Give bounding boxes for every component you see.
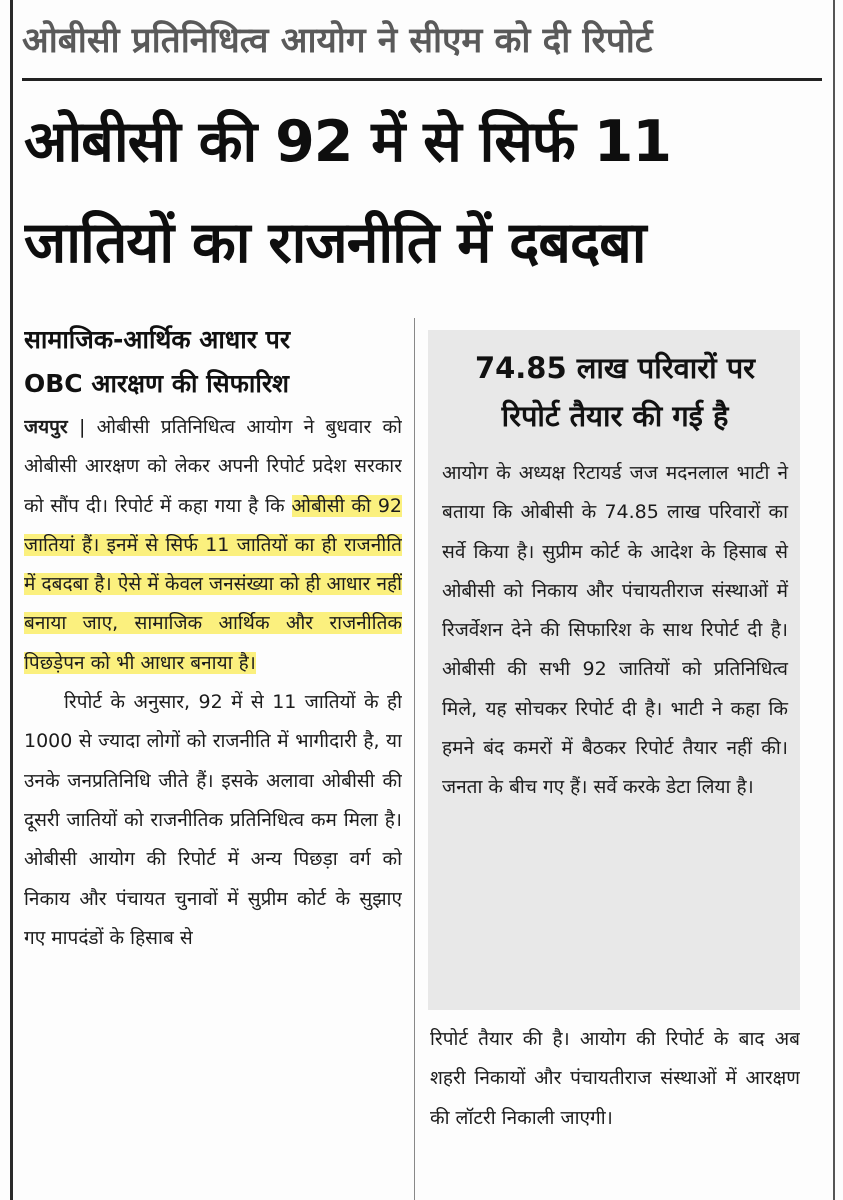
left-border-rule <box>10 0 13 1200</box>
dateline: जयपुर <box>24 416 68 438</box>
sidebar-heading <box>442 344 788 440</box>
article-body <box>24 408 402 958</box>
sidebar-heading-line-2: रिपोर्ट तैयार की गई है <box>501 399 729 433</box>
right-column-continuation: रिपोर्ट तैयार की है। आयोग की रिपोर्ट के बाद अब शहरी निकायों और पंचायतीराज संस्थाओं में आरक्षण की लॉटरी निकाली जाएगी। <box>430 1028 800 1129</box>
main-headline <box>24 92 824 294</box>
highlighted-passage: ओबीसी की 92 जातियां हैं। इनमें से सिर्फ 11 जातियों का ही राजनीति में दबदबा है। ऐसे में केवल जनसंख्या को ही आधार नहीं बनाया जाए, सामाजिक आर्थिक और राजनीतिक पिछड़ेपन को भी आधार बनाया है। <box>24 494 402 674</box>
headline-line-2: जातियों का राजनीति में दबदबा <box>24 210 646 276</box>
sidebar-heading-line-1: 74.85 लाख परिवारों पर <box>474 351 756 385</box>
left-article-column <box>24 318 402 1200</box>
right-border-rule <box>833 0 835 1200</box>
sidebar-body: आयोग के अध्यक्ष रिटायर्ड जज मदनलाल भाटी ने बताया कि ओबीसी के 74.85 लाख परिवारों का सर्वे किया है। सुप्रीम कोर्ट के आदेश के हिसाब से ओबीसी को निकाय और पंचायतीराज संस्थाओं में रिजर्वेशन देने की सिफारिश के साथ रिपोर्ट दी है। ओबीसी की सभी 92 जातियों को प्रतिनिधित्व मिले, यह सोचकर रिपोर्ट दी है। भाटी ने कहा कि हमने बंद कमरों में बैठकर रिपोर्ट तैयार नहीं की। जनता के बीच गए हैं। सर्वे करके डेटा लिया है। <box>442 462 788 799</box>
headline-line-1: ओबीसी की 92 में से सिर्फ 11 <box>24 109 672 175</box>
dateline-separator: | <box>67 416 97 438</box>
subheading-line-2: OBC आरक्षण की सिफारिश <box>24 369 290 398</box>
paragraph-1-intro: ओबीसी प्रतिनिधित्व आयोग ने बुधवार को ओबीसी आरक्षण को लेकर अपनी रिपोर्ट प्रदेश सरकार को सौंप दी। रिपोर्ट में कहा गया है कि <box>24 416 402 517</box>
column-divider <box>414 318 415 1200</box>
sidebar-info-box <box>428 330 800 1010</box>
kicker-headline: ओबीसी प्रतिनिधित्व आयोग ने सीएम को दी रिपोर्ट <box>22 8 822 81</box>
subheading-line-1: सामाजिक-आर्थिक आधार पर <box>24 325 291 354</box>
paragraph-2: रिपोर्ट के अनुसार, 92 में से 11 जातियों के ही 1000 से ज्यादा लोगों को राजनीति में भागीदारी है, या उनके जनप्रतिनिधि जीते हैं। इसके अलावा ओबीसी की दूसरी जातियों को राजनीतिक प्रतिनिधित्व कम मिला है। ओबीसी आयोग की रिपोर्ट में अन्य पिछड़ा वर्ग को निकाय और पंचायत चुनावों में सुप्रीम कोर्ट के सुझाए गए मापदंडों के हिसाब से <box>24 691 402 949</box>
